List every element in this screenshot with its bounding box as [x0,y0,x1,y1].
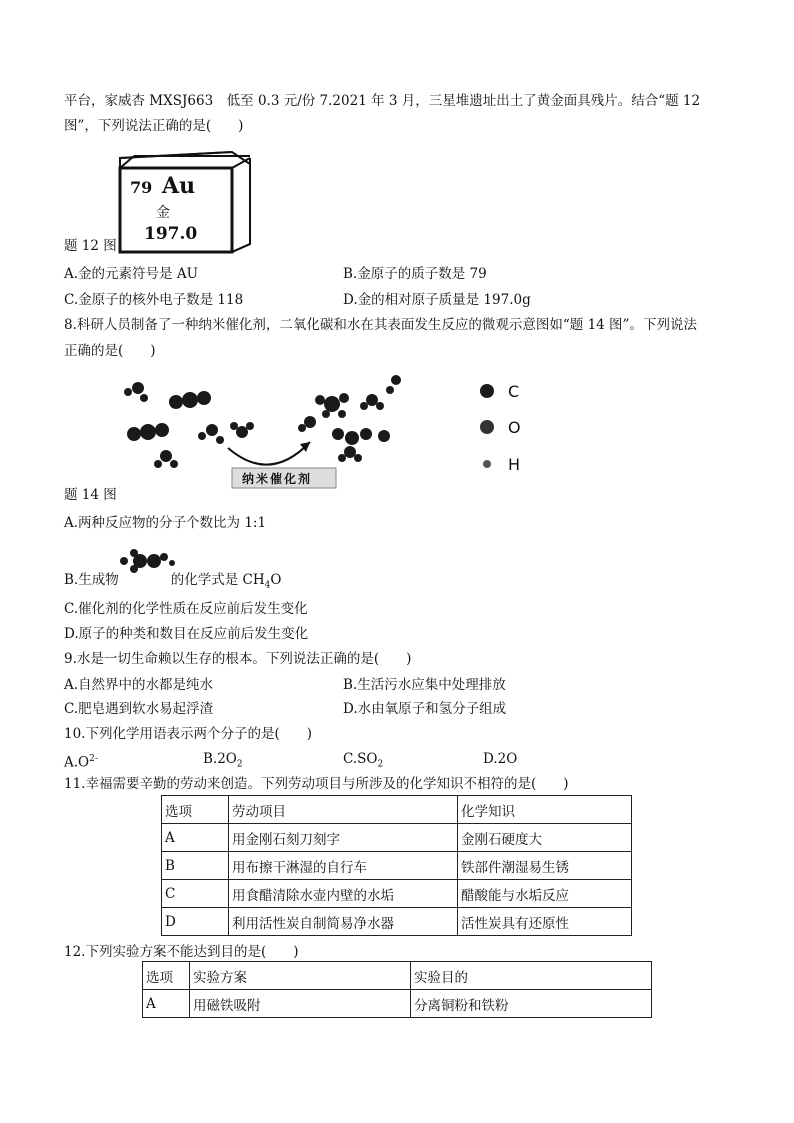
table-header-cell: 化学知识 [458,796,632,824]
q10-option-b [203,750,243,774]
q8-option-b-prefix: B.生成物 [64,572,119,588]
table-cell: 活性炭具有还原性 [458,908,632,936]
q10-option-b-text: B.2O [203,751,237,767]
table-cell: B [162,852,229,880]
q8-option-c: C.催化剂的化学性质在反应前后发生变化 [64,601,308,617]
table-cell: 用金刚石刻刀刻字 [229,824,458,852]
table-cell: 分离铜粉和铁粉 [411,990,652,1018]
table-header-cell: 实验方案 [190,962,411,990]
legend-o: O [508,418,521,437]
table-header-cell: 选项 [162,796,229,824]
q10-option-a-sup: 2- [89,754,98,764]
table-cell: 醋酸能与水垢反应 [458,880,632,908]
element-name: 金 [156,205,170,221]
table-header-row [162,796,632,824]
q12-table [142,961,652,1018]
q7-option-b: B.金原子的质子数是 79 [343,266,487,282]
table-cell: A [143,990,190,1018]
q7-option-d: D.金的相对原子质量是 197.0g [343,292,531,308]
q7-stem-line2: 图”，下列说法正确的是( ) [64,118,244,134]
table-cell: 利用活性炭自制简易净水器 [229,908,458,936]
q8-stem-line2: 正确的是( ) [64,343,156,359]
reaction-arrow [228,442,310,465]
q8-stem-line1: 8.科研人员制备了一种纳米催化剂，二氧化碳和水在其表面发生反应的微观示意图如“题 14 图”。下列说法 [64,317,697,333]
table-cell: A [162,824,229,852]
q7-option-a: A.金的元素符号是 AU [64,266,198,282]
table-header-cell: 实验目的 [411,962,652,990]
legend-h: H [508,455,521,474]
q10-option-b-sub: 2 [236,759,243,770]
table-header-row [143,962,652,990]
carbon-atom-icon [480,384,494,398]
q11-table [161,795,632,936]
atomic-mass: 197.0 [144,224,198,244]
q8-figure-caption: 题 14 图 [64,487,117,503]
q7-stem-line1: 平台，家威杏 MXSJ663 低至 0.3 元/份 7.2021 年 3 月，三星堆遗址出土了黄金面具残片。结合“题 12 [64,93,701,109]
atomic-number: 79 [130,178,153,197]
q8-option-b-sub: 4 [264,580,271,591]
q9-stem: 9.水是一切生命赖以生存的根本。下列说法正确的是( ) [64,651,412,667]
q10-option-c-sub: 2 [377,759,384,770]
catalyst-label: 纳米催化剂 [242,472,313,486]
q8-option-b-end: O [270,572,282,588]
q7-figure-caption: 题 12 图 [64,238,117,254]
table-header-cell: 选项 [143,962,190,990]
q9-option-a: A.自然界中的水都是纯水 [64,677,214,693]
table-row [162,824,632,852]
q10-option-c-text: C.SO [343,751,378,767]
q10-option-a [64,750,98,772]
q10-option-d: D.2O [483,751,518,767]
q8-option-d: D.原子的种类和数目在反应前后发生变化 [64,626,309,642]
q9-option-d: D.水由氧原子和氢分子组成 [343,701,507,717]
table-row [162,852,632,880]
gold-element-card [100,148,252,258]
q11-stem: 11.幸福需要辛勤的劳动来创造。下列劳动项目与所涉及的化学知识不相符的是( ) [64,776,569,792]
table-cell: 用磁铁吸附 [190,990,411,1018]
q10-option-a-text: A.O [64,754,90,771]
table-cell: 用食醋清除水壶内壁的水垢 [229,880,458,908]
table-cell: C [162,880,229,908]
table-row [162,908,632,936]
table-row [143,990,652,1018]
table-row [162,880,632,908]
table-cell: 用布擦干淋湿的自行车 [229,852,458,880]
hydrogen-atom-icon [483,460,491,468]
q10-option-c [343,750,383,774]
table-cell: D [162,908,229,936]
legend-c: C [508,382,520,401]
q8-option-b-suffix: 的化学式是 CH [170,572,265,588]
q9-option-c: C.肥皂遇到软水易起浮渣 [64,701,214,717]
q7-option-c: C.金原子的核外电子数是 118 [64,292,244,308]
q10-stem: 10.下列化学用语表示两个分子的是( ) [64,726,313,742]
methanol-molecule-icon [118,543,176,579]
q12-stem: 12.下列实验方案不能达到目的是( ) [64,944,299,960]
table-cell: 铁部件潮湿易生锈 [458,852,632,880]
table-cell: 金刚石硬度大 [458,824,632,852]
oxygen-atom-icon [480,420,494,434]
table-header-cell: 劳动项目 [229,796,458,824]
element-symbol: Au [162,173,196,199]
q8-option-a: A.两种反应物的分子个数比为 1:1 [64,515,267,531]
q9-option-b: B.生活污水应集中处理排放 [343,677,506,693]
